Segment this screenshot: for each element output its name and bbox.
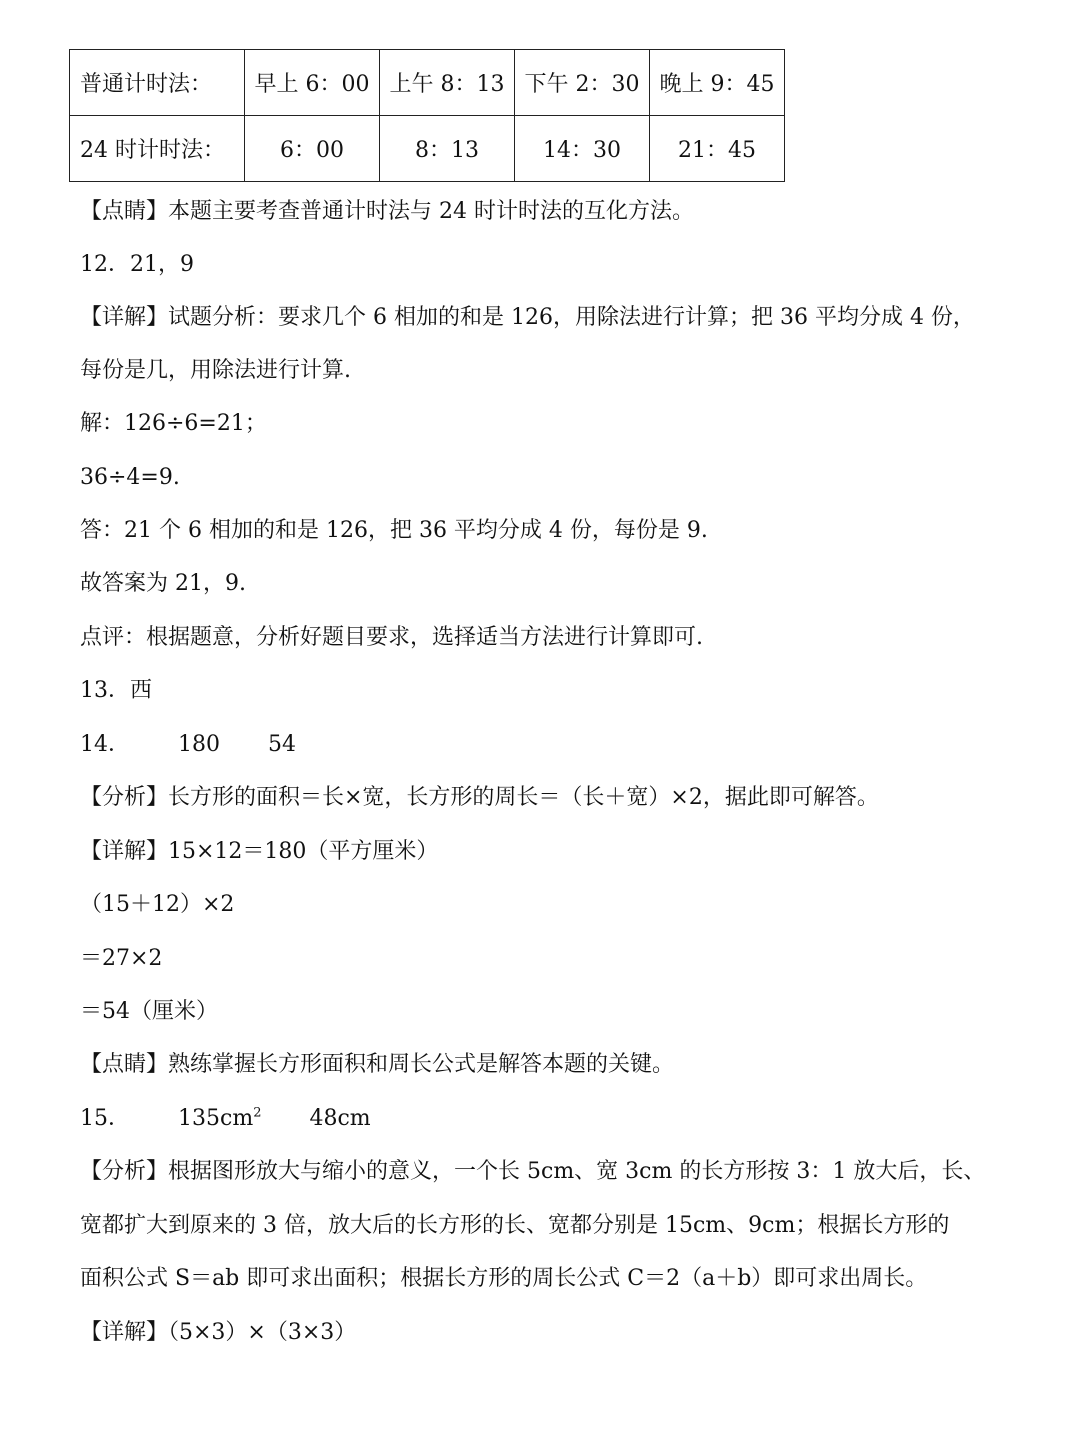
answer-value: 54 <box>268 732 296 757</box>
table-cell: 上午 8：13 <box>380 50 515 116</box>
table-cell: 早上 6：00 <box>245 50 380 116</box>
answer-number: 15． <box>80 1106 130 1131</box>
table-cell: 24 时计时法： <box>70 116 245 182</box>
text-line: 每份是几，用除法进行计算. <box>80 358 351 383</box>
table-cell: 普通计时法： <box>70 50 245 116</box>
text-line: 答：21 个 6 相加的和是 126，把 36 平均分成 4 份，每份是 9. <box>80 518 708 543</box>
answer-number: 14． <box>80 732 130 757</box>
text-line: 宽都扩大到原来的 3 倍，放大后的长方形的长、宽都分别是 15cm、9cm；根据长方形的 <box>80 1213 950 1238</box>
answer-value: 135cm <box>178 1106 254 1131</box>
text-line: 【详解】试题分析：要求几个 6 相加的和是 126，用除法进行计算；把 36 平均分成 4 份， <box>80 305 975 330</box>
text-line: ＝27×2 <box>80 946 163 971</box>
text-line: 【详解】（5×3）×（3×3） <box>80 1320 357 1345</box>
answer-number: 12．21，9 <box>80 252 194 277</box>
text-line: ＝54（厘米） <box>80 999 218 1024</box>
answer-number: 13．西 <box>80 678 152 703</box>
text-line: 【分析】根据图形放大与缩小的意义，一个长 5cm、宽 3cm 的长方形按 3：1 放大后，长、 <box>80 1159 986 1184</box>
answer-value: 48cm <box>309 1106 371 1131</box>
text-line: 36÷4=9. <box>80 465 180 490</box>
text-line: 面积公式 S＝ab 即可求出面积；根据长方形的周长公式 C＝2（a＋b）即可求出周长。 <box>80 1266 928 1291</box>
text-line: 【分析】长方形的面积＝长×宽，长方形的周长＝（长＋宽）×2，据此即可解答。 <box>80 785 879 810</box>
table-cell: 下午 2：30 <box>515 50 650 116</box>
text-line: 【详解】15×12＝180（平方厘米） <box>80 839 439 864</box>
answer-line <box>80 1104 371 1134</box>
superscript: 2 <box>253 1105 262 1121</box>
text-line: 【点睛】熟练掌握长方形面积和周长公式是解答本题的关键。 <box>80 1052 675 1077</box>
table-cell: 14：30 <box>515 116 650 182</box>
table-cell: 晚上 9：45 <box>650 50 785 116</box>
time-conversion-table <box>69 49 785 182</box>
text-line: （15＋12）×2 <box>80 892 235 917</box>
text-line: 故答案为 21，9. <box>80 571 246 596</box>
table-cell: 6：00 <box>245 116 380 182</box>
text-line: 点评：根据题意，分析好题目要求，选择适当方法进行计算即可. <box>80 625 703 650</box>
table-cell: 8：13 <box>380 116 515 182</box>
text-line: 【点睛】本题主要考查普通计时法与 24 时计时法的互化方法。 <box>80 199 694 224</box>
answer-value: 180 <box>178 732 220 757</box>
answer-line <box>80 730 296 760</box>
table-cell: 21：45 <box>650 116 785 182</box>
table-row <box>70 116 785 182</box>
table-row <box>70 50 785 116</box>
text-line: 解：126÷6=21； <box>80 411 267 436</box>
